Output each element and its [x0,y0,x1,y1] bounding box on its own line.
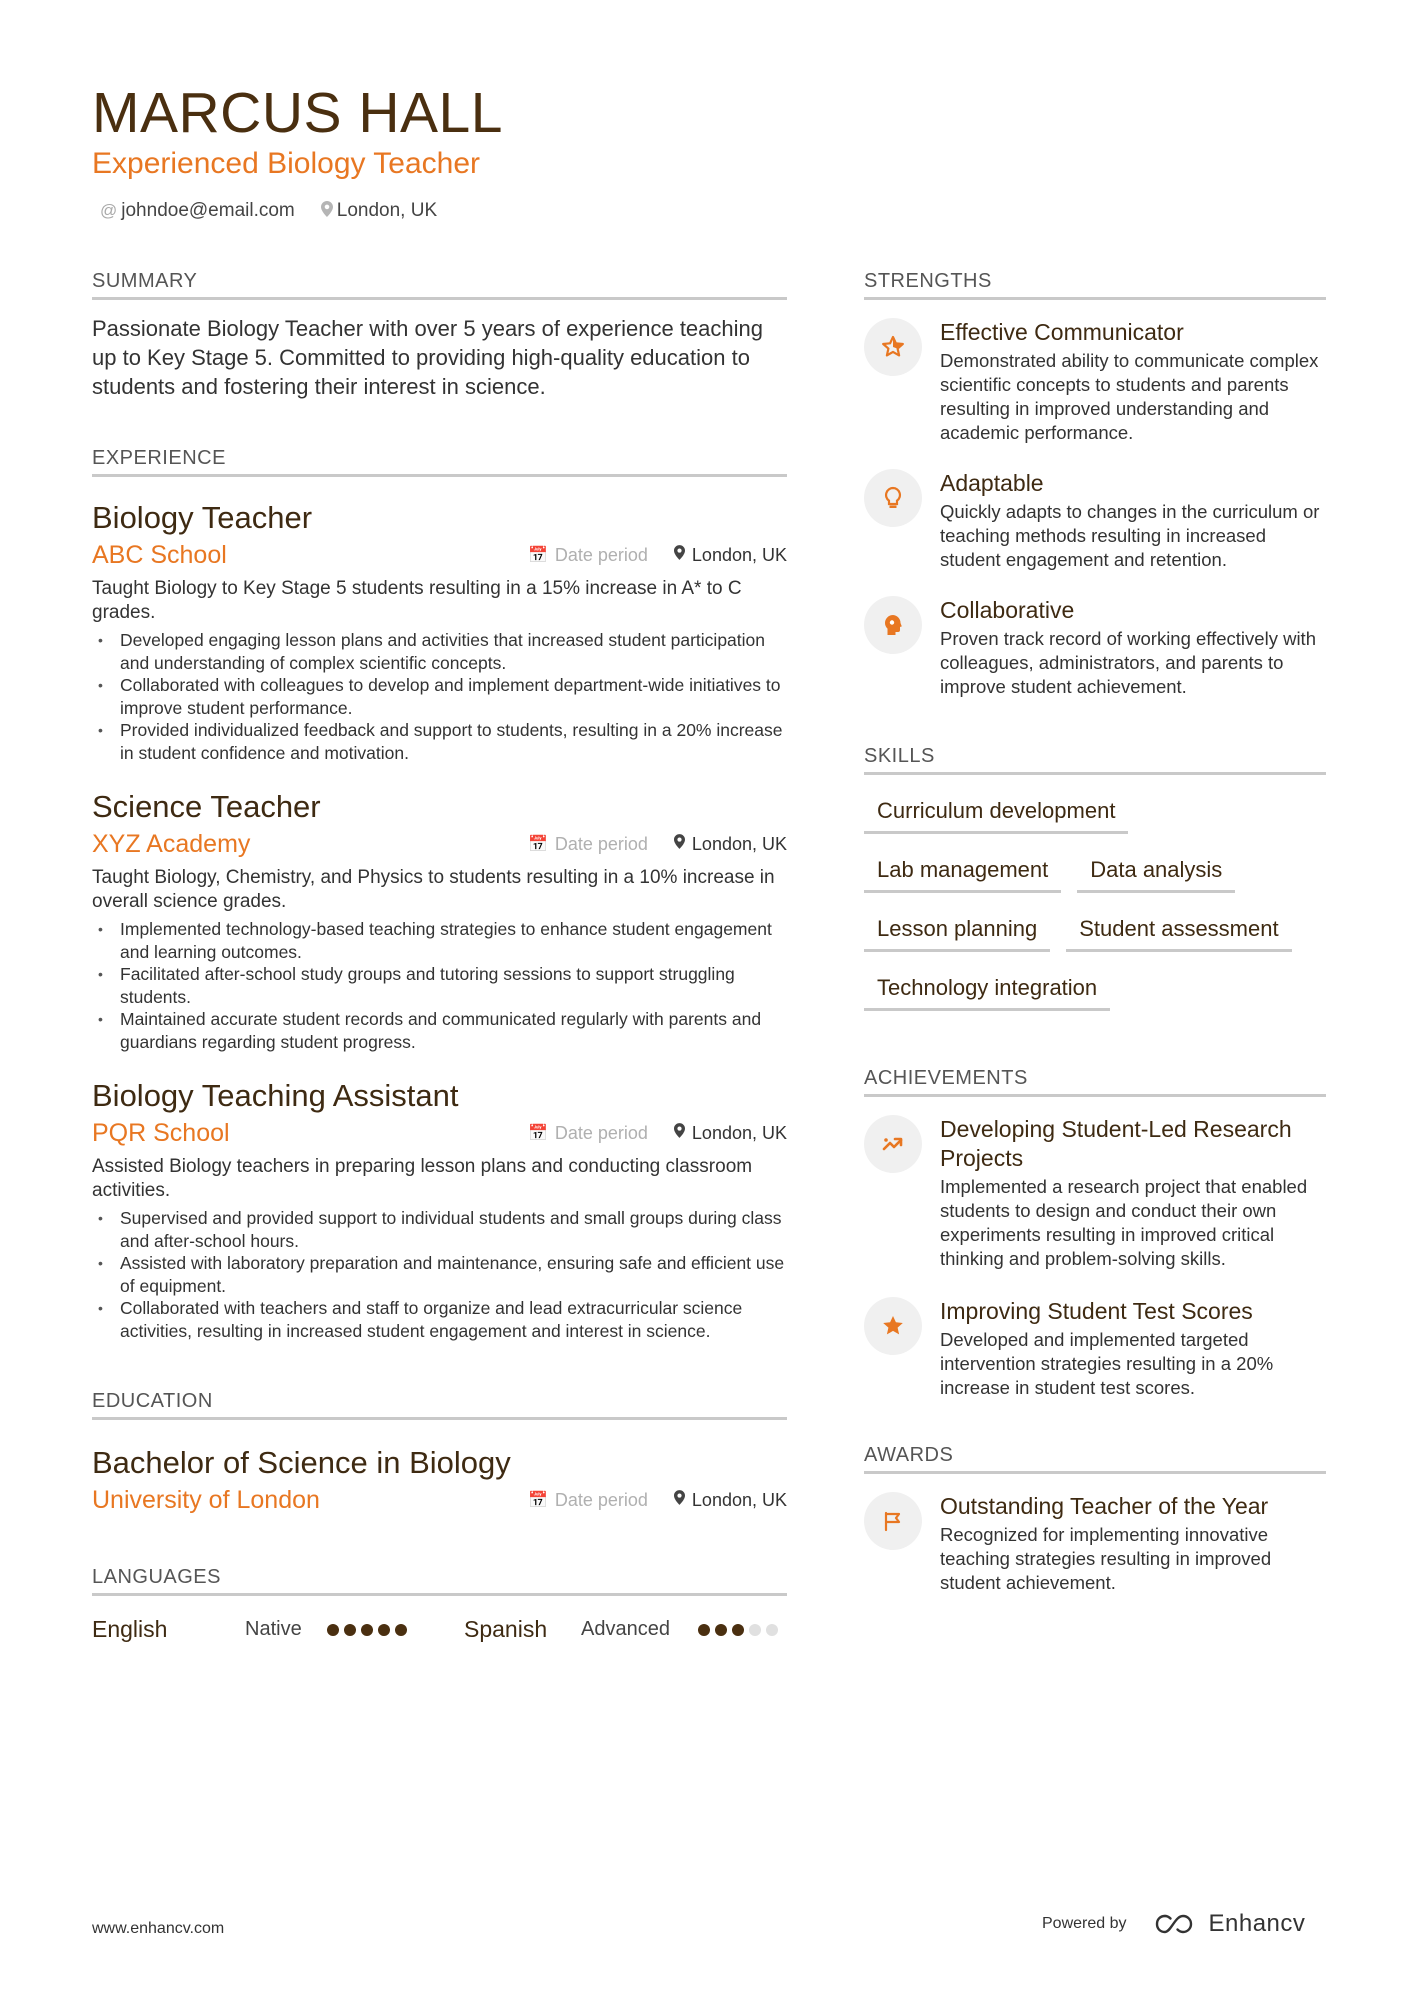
education-date [528,1490,648,1511]
calendar-icon: 📅 [527,1492,548,1509]
education-item [92,1444,787,1518]
language-name: English [92,1616,168,1642]
achievement-description: Implemented a research project that enabled students to design and conduct their own experiments resulting in improved critical thinking and problem-solving skills. [940,1176,1308,1269]
email-text: johndoe@email.com [121,200,295,221]
strength-title: Collaborative [940,597,1075,623]
awards-heading: AWARDS [864,1444,1326,1474]
experience-meta [528,834,787,855]
head-icon [864,596,922,654]
experience-date-text: Date period [554,1122,648,1143]
languages-row [92,1616,787,1643]
experience-company: ABC School [92,541,227,569]
experience-bullet: • Maintained accurate student records and communicated regularly with parents and guardians regarding student progress. [92,1008,787,1053]
experience-bullet: • Collaborated with colleagues to develop and implement department-wide initiatives to improve student performance. [92,674,787,719]
strengths-heading: STRENGTHS [864,270,1326,300]
experience-item [92,788,787,1053]
language-level: Advanced [581,1618,670,1640]
skill-tag: Lab management [864,848,1061,893]
experience-bullet: • Supervised and provided support to individual students and small groups during class and after-school hours. [92,1207,787,1252]
experience-company: PQR School [92,1119,230,1147]
achievement-item [864,1115,1326,1271]
education-degree: Bachelor of Science in Biology [92,1445,511,1480]
experience-location [674,545,787,566]
education-meta [528,1490,787,1511]
infinity-logo-icon [1153,1912,1199,1936]
skill-tag: Student assessment [1066,907,1291,952]
experience-bullets [92,918,787,1053]
experience-meta [528,1123,787,1144]
rating-dot-filled [395,1624,407,1636]
strength-item [864,469,1326,572]
education-date-text: Date period [554,1489,648,1510]
left-column [92,270,787,1643]
rating-dot-filled [361,1624,373,1636]
growth-arrow-icon [864,1115,922,1173]
experience-location [674,1123,787,1144]
experience-description: Assisted Biology teachers in preparing lesson plans and conducting classroom activities. [92,1156,753,1201]
rating-dot-filled [732,1624,744,1636]
powered-by-text: Powered by [1042,1915,1127,1932]
rating-dot-empty [766,1624,778,1636]
brand-logo[interactable] [1153,1910,1306,1938]
language-level: Native [245,1618,302,1640]
rating-dot-empty [749,1624,761,1636]
rating-dot-filled [327,1624,339,1636]
candidate-title: Experienced Biology Teacher [92,147,481,180]
achievement-title: Developing Student-Led Research Projects [940,1116,1292,1171]
contact-email[interactable] [100,200,295,222]
experience-date [528,834,648,855]
strength-title: Effective Communicator [940,319,1184,345]
experience-location-text: London, UK [691,1122,787,1143]
skill-tag: Data analysis [1077,848,1235,893]
experience-item [92,1077,787,1342]
strength-title: Adaptable [940,470,1044,496]
experience-heading: EXPERIENCE [92,447,787,477]
experience-meta-line [92,826,787,862]
contact-bar [100,200,463,222]
contact-location [321,200,437,222]
strength-description: Demonstrated ability to communicate complex scientific concepts to students and parents resulting in improved understanding and academic performance. [940,350,1319,443]
summary-heading: SUMMARY [92,270,787,300]
experience-description: Taught Biology, Chemistry, and Physics to students resulting in a 10% increase in overall science grades. [92,867,775,912]
achievement-description: Developed and implemented targeted intervention strategies resulting in a 20% increase in student test scores. [940,1329,1274,1398]
experience-description: Taught Biology to Key Stage 5 students resulting in a 15% increase in A* to C grades. [92,578,742,623]
experience-meta-line [92,537,787,573]
location-pin-icon [674,1490,685,1510]
experience-bullet: • Assisted with laboratory preparation and maintenance, ensuring safe and efficient use of equipment. [92,1252,787,1297]
at-icon: @ [100,201,118,220]
experience-bullets [92,1207,787,1342]
award-description: Recognized for implementing innovative teaching strategies resulting in improved student achievement. [940,1524,1272,1593]
language-name: Spanish [464,1616,548,1642]
brand-name: Enhancv [1208,1910,1306,1937]
skill-tag: Technology integration [864,966,1110,1011]
calendar-icon: 📅 [527,1125,548,1142]
experience-bullet: • Facilitated after-school study groups and tutoring sessions to support struggling students. [92,963,787,1008]
flag-icon [864,1492,922,1550]
experience-bullet: • Developed engaging lesson plans and activities that increased student participation and understanding of complex scientific concepts. [92,629,787,674]
experience-bullet: • Collaborated with teachers and staff to organize and lead extracurricular science activities, resulting in increased student engagement and interest in science. [92,1297,787,1342]
skills-heading: SKILLS [864,745,1326,775]
experience-role: Biology Teacher [92,500,313,535]
skill-tag: Curriculum development [864,789,1128,834]
experience-date [528,1123,648,1144]
calendar-icon: 📅 [527,836,548,853]
strength-description: Quickly adapts to changes in the curriculum or teaching methods resulting in increased student engagement and retention. [940,501,1320,570]
location-text: London, UK [336,200,438,221]
location-pin-icon [674,834,685,854]
footer-powered-by [1042,1910,1305,1938]
skill-tag: Lesson planning [864,907,1050,952]
strength-description: Proven track record of working effectively with colleagues, administrators, and parents to improve student achievement. [940,628,1316,697]
experience-meta [528,545,787,566]
achievements-heading: ACHIEVEMENTS [864,1067,1326,1097]
location-pin-icon [674,1123,685,1143]
experience-company: XYZ Academy [92,830,251,858]
location-pin-icon [674,545,685,565]
award-item [864,1492,1326,1595]
experience-bullet: • Implemented technology-based teaching strategies to enhance student engagement and learning outcomes. [92,918,787,963]
language-rating [698,1624,783,1636]
education-heading: EDUCATION [92,1390,787,1420]
experience-item [92,499,787,764]
rating-dot-filled [715,1624,727,1636]
rating-dot-filled [698,1624,710,1636]
education-school: University of London [92,1486,320,1514]
experience-location-text: London, UK [691,833,787,854]
achievement-title: Improving Student Test Scores [940,1298,1253,1324]
strength-item [864,596,1326,699]
education-meta-line [92,1482,787,1518]
award-title: Outstanding Teacher of the Year [940,1493,1269,1519]
star-icon [864,318,922,376]
footer-website[interactable]: www.enhancv.com [92,1920,225,1937]
experience-date [528,545,648,566]
experience-date-text: Date period [554,544,648,565]
location-pin-icon [321,201,333,222]
lightbulb-icon [864,469,922,527]
experience-date-text: Date period [554,833,648,854]
achievement-item [864,1297,1326,1400]
rating-dot-filled [378,1624,390,1636]
experience-location [674,834,787,855]
education-location [674,1490,787,1511]
skills-list [864,789,1326,1025]
experience-meta-line [92,1115,787,1151]
star-icon [864,1297,922,1355]
languages-heading: LANGUAGES [92,1566,787,1596]
language-rating [327,1624,464,1636]
right-column [864,270,1326,1595]
rating-dot-filled [344,1624,356,1636]
experience-location-text: London, UK [691,544,787,565]
experience-role: Science Teacher [92,789,321,824]
calendar-icon: 📅 [527,547,548,564]
strength-item [864,318,1326,445]
experience-bullets [92,629,787,764]
summary-text: Passionate Biology Teacher with over 5 years of experience teaching up to Key Stage 5. Committed to providing high-quality education to students and fostering their interest in science. [92,316,763,399]
experience-role: Biology Teaching Assistant [92,1078,459,1113]
experience-bullet: • Provided individualized feedback and support to students, resulting in a 20% increase in student confidence and motivation. [92,719,787,764]
education-location-text: London, UK [691,1489,787,1510]
candidate-name: MARCUS HALL [92,81,503,145]
